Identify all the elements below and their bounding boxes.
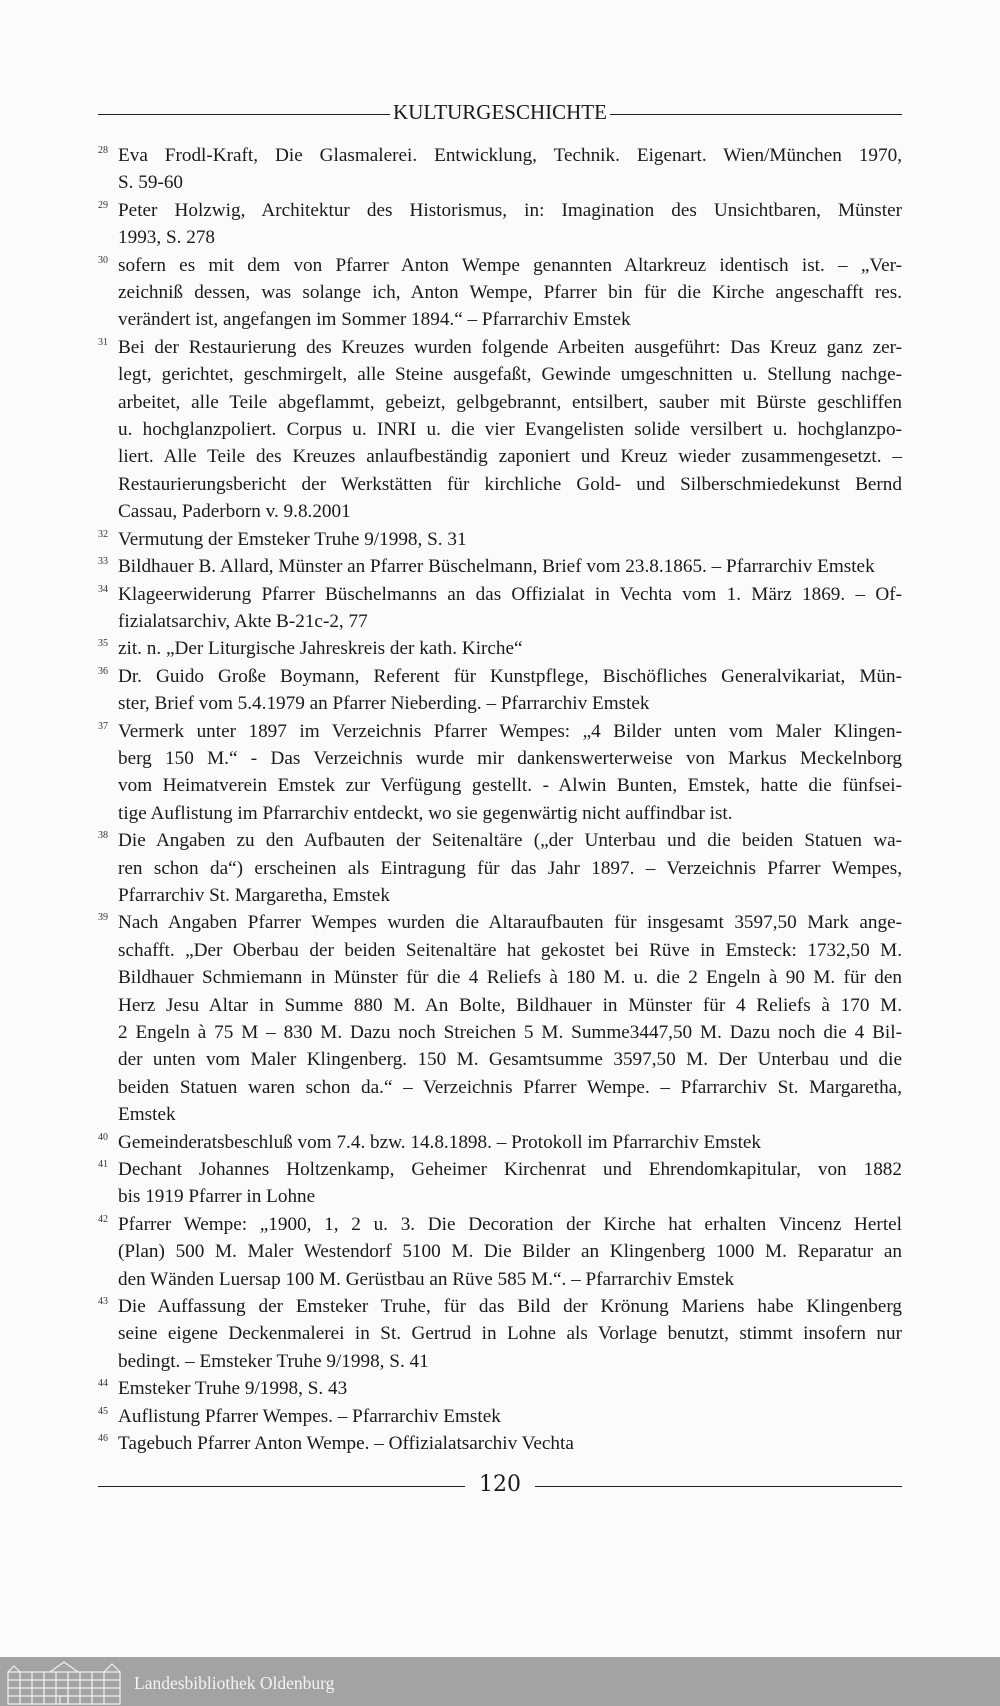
- footnote-35: [98, 635, 902, 662]
- footnote-number: 39: [98, 912, 108, 924]
- footnote-44: [98, 1375, 902, 1402]
- footnote-32: [98, 526, 902, 553]
- footnote-line: zit. n. „Der Liturgische Jahreskreis der kath. Kirche“: [118, 638, 523, 660]
- footnote-line: Dechant Johannes Holtzenkamp, Geheimer Kirchenrat und Ehrendomkapitular, von 1882: [118, 1159, 902, 1181]
- footnote-37: [98, 718, 902, 828]
- footnote-line: Bildhauer Schmiemann in Münster für die 4 Reliefs à 180 M. u. die 2 Engeln à 90 M. für den: [118, 967, 902, 989]
- footnote-line: Bildhauer B. Allard, Münster an Pfarrer Büschelmann, Brief vom 23.8.1865. – Pfarrarchiv Emstek: [118, 556, 875, 578]
- footnote-45: [98, 1403, 902, 1430]
- footnote-list: [98, 142, 902, 1458]
- footnote-number: 36: [98, 665, 108, 677]
- library-building-icon: [6, 1660, 122, 1706]
- footnote-34: [98, 581, 902, 636]
- footnote-line: Cassau, Paderborn v. 9.8.2001: [118, 501, 351, 523]
- footnote-line: berg 150 M.“ - Das Verzeichnis wurde mir dankenswerterweise von Markus Meckelnborg: [118, 747, 902, 769]
- footnote-line: ren schon da“) erscheinen als Eintragung für das Jahr 1897. – Verzeichnis Pfarrer Wempes,: [118, 857, 902, 879]
- footnote-line: verändert ist, angefangen im Sommer 1894.“ – Pfarrarchiv Emstek: [118, 309, 631, 331]
- footnote-line: Auflistung Pfarrer Wempes. – Pfarrarchiv Emstek: [118, 1405, 501, 1427]
- footnote-line: Gemeinderatsbeschluß vom 7.4. bzw. 14.8.1898. – Protokoll im Pfarrarchiv Emstek: [118, 1131, 762, 1153]
- footnote-number: 34: [98, 583, 108, 595]
- footnote-line: S. 59-60: [118, 172, 184, 194]
- footnote-line: fizialatsarchiv, Akte B-21c-2, 77: [118, 610, 368, 632]
- footnote-number: 38: [98, 830, 108, 842]
- footnote-line: legt, gerichtet, geschmirgelt, alle Steine ausgefaßt, Gewinde umgeschnitten u. Stellung nachge-: [118, 364, 902, 386]
- footnote-31: [98, 334, 902, 526]
- footnote-line: Restaurierungsbericht der Werkstätten für kirchliche Gold- und Silberschmiedekunst Bernd: [118, 473, 902, 495]
- footnote-line: Emsteker Truhe 9/1998, S. 43: [118, 1378, 348, 1400]
- header-rule-right: [610, 114, 902, 115]
- page-number: 120: [479, 1472, 521, 1497]
- footnote-line: Vermerk unter 1897 im Verzeichnis Pfarrer Wempes: „4 Bilder unten vom Maler Klingen-: [118, 720, 902, 742]
- footnote-line: bedingt. – Emsteker Truhe 9/1998, S. 41: [118, 1350, 429, 1372]
- footnote-42: [98, 1211, 902, 1293]
- footnote-line: Tagebuch Pfarrer Anton Wempe. – Offizialatsarchiv Vechta: [118, 1433, 574, 1455]
- footnote-line: Emstek: [118, 1104, 176, 1126]
- footnote-line: liert. Alle Teile des Kreuzes anlaufbeständig zaponiert und Kreuz wieder zusammengesetzt. –: [118, 446, 902, 468]
- footer-rule-left: [98, 1486, 465, 1487]
- footnote-line: Klageerwiderung Pfarrer Büschelmanns an das Offizialat in Vechta vom 1. März 1869. – Of-: [118, 583, 902, 605]
- footnote-28: [98, 142, 902, 197]
- footnote-line: sofern es mit dem von Pfarrer Anton Wempe genannten Altarkreuz identisch ist. – „Ver-: [118, 254, 902, 276]
- footnote-30: [98, 252, 902, 334]
- footnote-line: ster, Brief vom 5.4.1979 an Pfarrer Nieberding. – Pfarrarchiv Emstek: [118, 693, 650, 715]
- footnote-number: 43: [98, 1296, 108, 1308]
- footnote-number: 46: [98, 1433, 108, 1445]
- footnote-38: [98, 827, 902, 909]
- footnote-line: Vermutung der Emsteker Truhe 9/1998, S. 31: [118, 528, 467, 550]
- footnote-33: [98, 553, 902, 580]
- footnote-29: [98, 197, 902, 252]
- footnote-line: u. hochglanzpoliert. Corpus u. INRI u. die vier Evangelisten solide versilbert u. hochglanzpo-: [118, 419, 902, 441]
- footnote-line: 2 Engeln à 75 M – 830 M. Dazu noch Streichen 5 M. Summe3447,50 M. Dazu noch die 4 Bil-: [118, 1022, 902, 1043]
- footnote-line: den Wänden Luersap 100 M. Gerüstbau an Rüve 585 M.“. – Pfarrarchiv Emstek: [118, 1268, 735, 1290]
- footnote-39: [98, 909, 902, 1128]
- footnote-line: tige Auflistung im Pfarrarchiv entdeckt, wo sie gegenwärtig nicht auffindbar ist.: [118, 802, 733, 824]
- footnote-line: Die Auffassung der Emsteker Truhe, für das Bild der Krönung Mariens habe Klingenberg: [118, 1296, 902, 1318]
- footnote-number: 42: [98, 1213, 108, 1225]
- footnote-line: bis 1919 Pfarrer in Lohne: [118, 1186, 316, 1208]
- footnote-line: Peter Holzwig, Architektur des Historismus, in: Imagination des Unsichtbaren, Münster: [118, 199, 902, 221]
- footnote-line: seine eigene Deckenmalerei in St. Gertrud in Lohne als Vorlage benutzt, stimmt insofern nur: [118, 1323, 902, 1345]
- footnote-number: 33: [98, 556, 108, 568]
- footnote-number: 32: [98, 528, 108, 540]
- footnote-number: 35: [98, 638, 108, 650]
- footnote-number: 40: [98, 1131, 108, 1143]
- footnote-number: 45: [98, 1405, 108, 1417]
- footnote-number: 44: [98, 1378, 108, 1390]
- running-header: [98, 100, 902, 125]
- library-name: Landesbibliothek Oldenburg: [134, 1673, 335, 1693]
- footnote-line: Pfarrarchiv St. Margaretha, Emstek: [118, 884, 390, 906]
- footnote-line: Bei der Restaurierung des Kreuzes wurden folgende Arbeiten ausgeführt: Das Kreuz ganz zer-: [118, 336, 902, 358]
- footnote-number: 37: [98, 720, 108, 732]
- footnote-40: [98, 1129, 902, 1156]
- footnote-line: arbeitet, alle Teile abgeflammt, gebeizt, gelbgebrannt, entsilbert, sauber mit Bürste geschliffen: [118, 391, 902, 413]
- footnote-43: [98, 1293, 902, 1375]
- footnote-line: vom Heimatverein Emstek zur Verfügung gestellt. - Alwin Bunten, Emstek, hatte die fünfsei-: [118, 775, 902, 797]
- library-banner: [0, 1657, 1000, 1706]
- footnote-41: [98, 1156, 902, 1211]
- footnote-line: zeichniß dessen, was solange ich, Anton Wempe, Pfarrer bin für die Kirche angeschafft res.: [118, 282, 902, 304]
- footnote-number: 28: [98, 145, 108, 156]
- footnote-line: beiden Statuen waren schon da.“ – Verzeichnis Pfarrer Wempe. – Pfarrarchiv St. Margaretha,: [118, 1076, 902, 1098]
- footnote-line: (Plan) 500 M. Maler Westendorf 5100 M. Die Bilder an Klingenberg 1000 M. Reparatur an: [118, 1241, 902, 1263]
- header-rule-left: [98, 114, 390, 115]
- footnote-line: schafft. „Der Oberbau der beiden Seitenaltäre hat gekostet bei Rüve in Emsteck: 1732,50 M.: [118, 939, 902, 961]
- footnote-number: 31: [98, 336, 108, 348]
- footnote-line: 1993, S. 278: [118, 227, 216, 249]
- footnote-line: Nach Angaben Pfarrer Wempes wurden die Altaraufbauten für insgesamt 3597,50 Mark ange-: [118, 912, 902, 934]
- footnote-number: 30: [98, 254, 108, 266]
- footer-rule-right: [535, 1486, 902, 1487]
- page-footer: [98, 1472, 902, 1497]
- footnote-line: der unten vom Maler Klingenberg. 150 M. Gesamtsumme 3597,50 M. Der Unterbau und die: [118, 1049, 902, 1071]
- footnote-line: Herz Jesu Altar in Summe 880 M. An Bolte, Bildhauer in Münster für 4 Reliefs à 170 M.: [118, 994, 902, 1016]
- footnote-line: Die Angaben zu den Aufbauten der Seitenaltäre („der Unterbau und die beiden Statuen wa-: [118, 830, 902, 852]
- footnote-line: Dr. Guido Große Boymann, Referent für Kunstpflege, Bischöfliches Generalvikariat, Mün-: [118, 665, 902, 687]
- footnote-number: 41: [98, 1159, 108, 1171]
- section-title: KULTURGESCHICHTE: [393, 100, 607, 124]
- footnote-46: [98, 1430, 902, 1457]
- footnote-line: Eva Frodl-Kraft, Die Glasmalerei. Entwicklung, Technik. Eigenart. Wien/München 1970,: [118, 145, 902, 166]
- footnote-line: Pfarrer Wempe: „1900, 1, 2 u. 3. Die Decoration der Kirche hat erhalten Vincenz Hertel: [118, 1213, 902, 1235]
- footnote-36: [98, 663, 902, 718]
- footnote-number: 29: [98, 199, 108, 211]
